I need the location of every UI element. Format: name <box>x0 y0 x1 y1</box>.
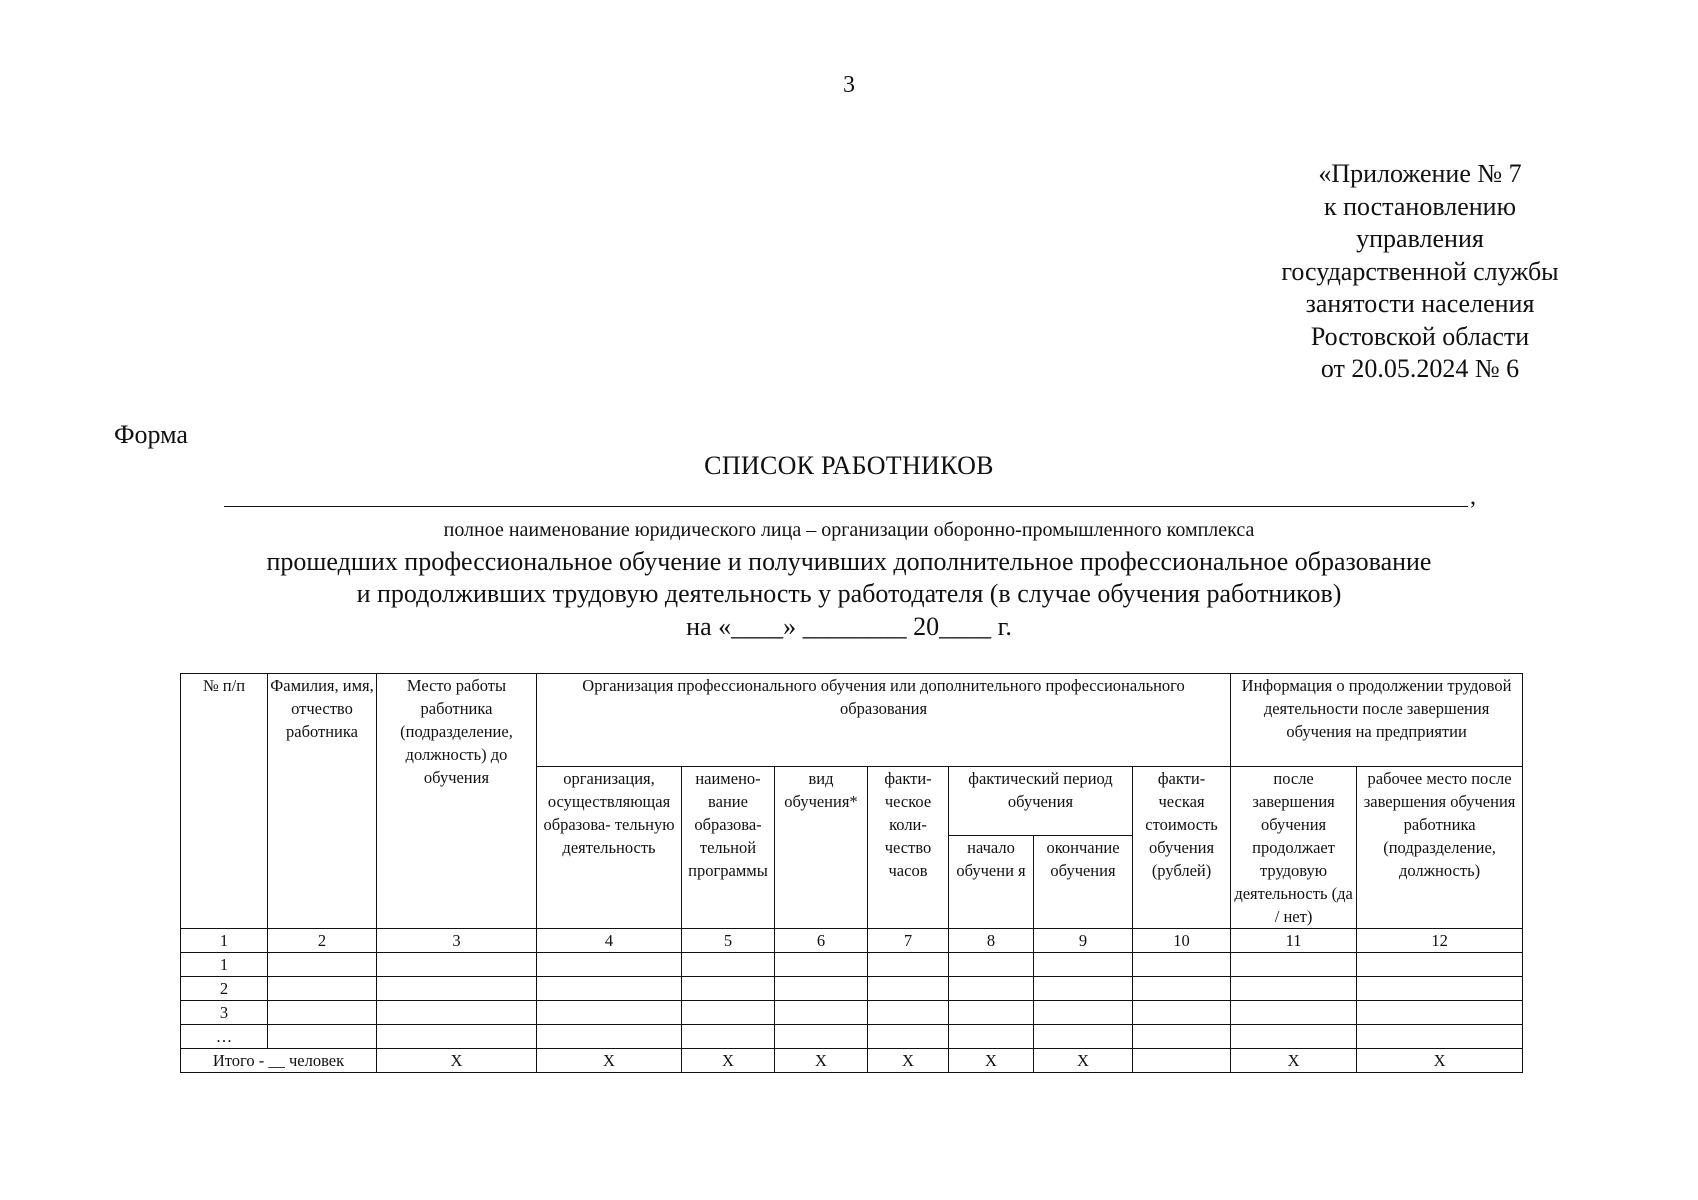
total-mark: X <box>537 1049 682 1073</box>
table-cell <box>1133 1001 1231 1025</box>
table-cell <box>949 977 1034 1001</box>
table-cell <box>1231 1001 1357 1025</box>
appendix-line: к постановлению <box>1323 191 1517 221</box>
table-cell <box>682 953 775 977</box>
table-cell <box>1034 953 1133 977</box>
table-cell <box>1034 1025 1133 1049</box>
total-mark: X <box>1231 1049 1357 1073</box>
date-line: на «____» ________ 20____ г. <box>686 612 1012 641</box>
header-cost: факти- ческая стоимость обучения (рублей) <box>1133 767 1231 929</box>
table-cell <box>949 1025 1034 1049</box>
table-cell <box>537 953 682 977</box>
header-continuation-group: Информация о продолжении трудовой деятельности после завершения обучения на предприятии <box>1231 674 1523 767</box>
column-number: 6 <box>775 929 868 953</box>
appendix-line: «Приложение № 7 <box>1318 159 1522 188</box>
table-cell <box>1133 977 1231 1001</box>
table-cell <box>775 977 868 1001</box>
organization-name-line <box>224 486 1468 507</box>
page-number: 3 <box>843 72 855 98</box>
row-number: 2 <box>181 977 268 1001</box>
table-cell <box>1231 1025 1357 1049</box>
table-cell <box>682 977 775 1001</box>
header-training-type: вид обучения* <box>775 767 868 929</box>
column-number: 8 <box>949 929 1034 953</box>
subtitle-line: прошедших профессиональное обучение и получивших дополнительное профессиональное образование <box>266 547 1432 576</box>
table-cell <box>268 953 377 977</box>
appendix-line: от 20.05.2024 № 6 <box>1320 354 1520 383</box>
total-mark: X <box>1034 1049 1133 1073</box>
header-full-name: Фамилия, имя, отчество работника <box>268 674 377 929</box>
table-cell <box>1357 1001 1523 1025</box>
column-number: 9 <box>1034 929 1133 953</box>
table-cell <box>537 1001 682 1025</box>
organization-caption: полное наименование юридического лица – организации оборонно-промышленного комплекса <box>443 519 1255 541</box>
column-number: 1 <box>181 929 268 953</box>
table-cell <box>1357 1025 1523 1049</box>
column-number: 7 <box>868 929 949 953</box>
table-cell <box>682 1001 775 1025</box>
header-continues-work: после завершения обучения продолжает трудовую деятельность (да / нет) <box>1231 767 1357 929</box>
total-row <box>181 1049 1523 1073</box>
appendix-line: управления <box>1356 224 1484 253</box>
table-row <box>181 1001 1523 1025</box>
form-label: Форма <box>114 420 188 449</box>
table-cell <box>268 1001 377 1025</box>
row-number: 3 <box>181 1001 268 1025</box>
header-training-group: Организация профессионального обучения или дополнительного профессионального образования <box>537 674 1231 767</box>
table-cell <box>868 1001 949 1025</box>
appendix-line: Ростовской области <box>1310 321 1530 351</box>
column-number: 10 <box>1133 929 1231 953</box>
column-number: 3 <box>377 929 537 953</box>
table-cell <box>377 1001 537 1025</box>
table-row <box>181 953 1523 977</box>
table-cell <box>1133 1025 1231 1049</box>
table-cell <box>377 977 537 1001</box>
table-cell <box>1034 1001 1133 1025</box>
table-cell <box>377 1025 537 1049</box>
header-hours: факти- ческое коли- чество часов <box>868 767 949 929</box>
column-number: 11 <box>1231 929 1357 953</box>
column-number: 12 <box>1357 929 1523 953</box>
table-cell <box>775 953 868 977</box>
appendix-block <box>1230 158 1610 386</box>
table-cell <box>868 953 949 977</box>
appendix-line: занятости населения <box>1305 289 1535 318</box>
total-mark: X <box>868 1049 949 1073</box>
total-mark: X <box>682 1049 775 1073</box>
total-cost-cell <box>1133 1049 1231 1073</box>
subtitle-line: и продолживших трудовую деятельность у работодателя (в случае обучения работников) <box>356 578 1342 608</box>
header-number: № п/п <box>181 674 268 929</box>
table-cell <box>537 977 682 1001</box>
table-cell <box>1231 953 1357 977</box>
total-label: Итого - __ человек <box>181 1049 377 1073</box>
table-cell <box>268 1025 377 1049</box>
header-period-end: окончание обучения <box>1034 836 1133 929</box>
total-mark: X <box>949 1049 1034 1073</box>
table-cell <box>868 977 949 1001</box>
appendix-line: государственной службы <box>1281 256 1559 286</box>
table-cell <box>682 1025 775 1049</box>
column-number: 5 <box>682 929 775 953</box>
header-workplace-before: Место работы работника (подразделение, должность) до обучения <box>377 674 537 929</box>
table-cell <box>1357 953 1523 977</box>
header-training-organization: организация, осуществляющая образова- тельную деятельность <box>537 767 682 929</box>
column-number: 2 <box>268 929 377 953</box>
header-workplace-after: рабочее место после завершения обучения работника (подразделение, должность) <box>1357 767 1523 929</box>
table-cell <box>775 1001 868 1025</box>
table-cell <box>1231 977 1357 1001</box>
table-cell <box>1357 977 1523 1001</box>
table-cell <box>1034 977 1133 1001</box>
total-mark: X <box>1357 1049 1523 1073</box>
total-mark: X <box>377 1049 537 1073</box>
table-cell <box>377 953 537 977</box>
organization-line-comma: , <box>1470 484 1476 510</box>
header-period-start: начало обучени я <box>949 836 1034 929</box>
table-cell <box>949 1001 1034 1025</box>
table-cell <box>775 1025 868 1049</box>
table-cell <box>268 977 377 1001</box>
header-period-group: фактический период обучения <box>949 767 1133 836</box>
row-number: … <box>181 1025 268 1049</box>
table-row <box>181 977 1523 1001</box>
table-cell <box>537 1025 682 1049</box>
table-cell <box>868 1025 949 1049</box>
total-mark: X <box>775 1049 868 1073</box>
column-number-row <box>181 929 1523 953</box>
header-program-name: наимено- вание образова- тельной программы <box>682 767 775 929</box>
table-row <box>181 1025 1523 1049</box>
document-title: СПИСОК РАБОТНИКОВ <box>704 451 994 480</box>
row-number: 1 <box>181 953 268 977</box>
table-cell <box>949 953 1034 977</box>
column-number: 4 <box>537 929 682 953</box>
document-subtitle <box>0 546 1698 609</box>
workers-table <box>180 673 1523 1073</box>
table-cell <box>1133 953 1231 977</box>
